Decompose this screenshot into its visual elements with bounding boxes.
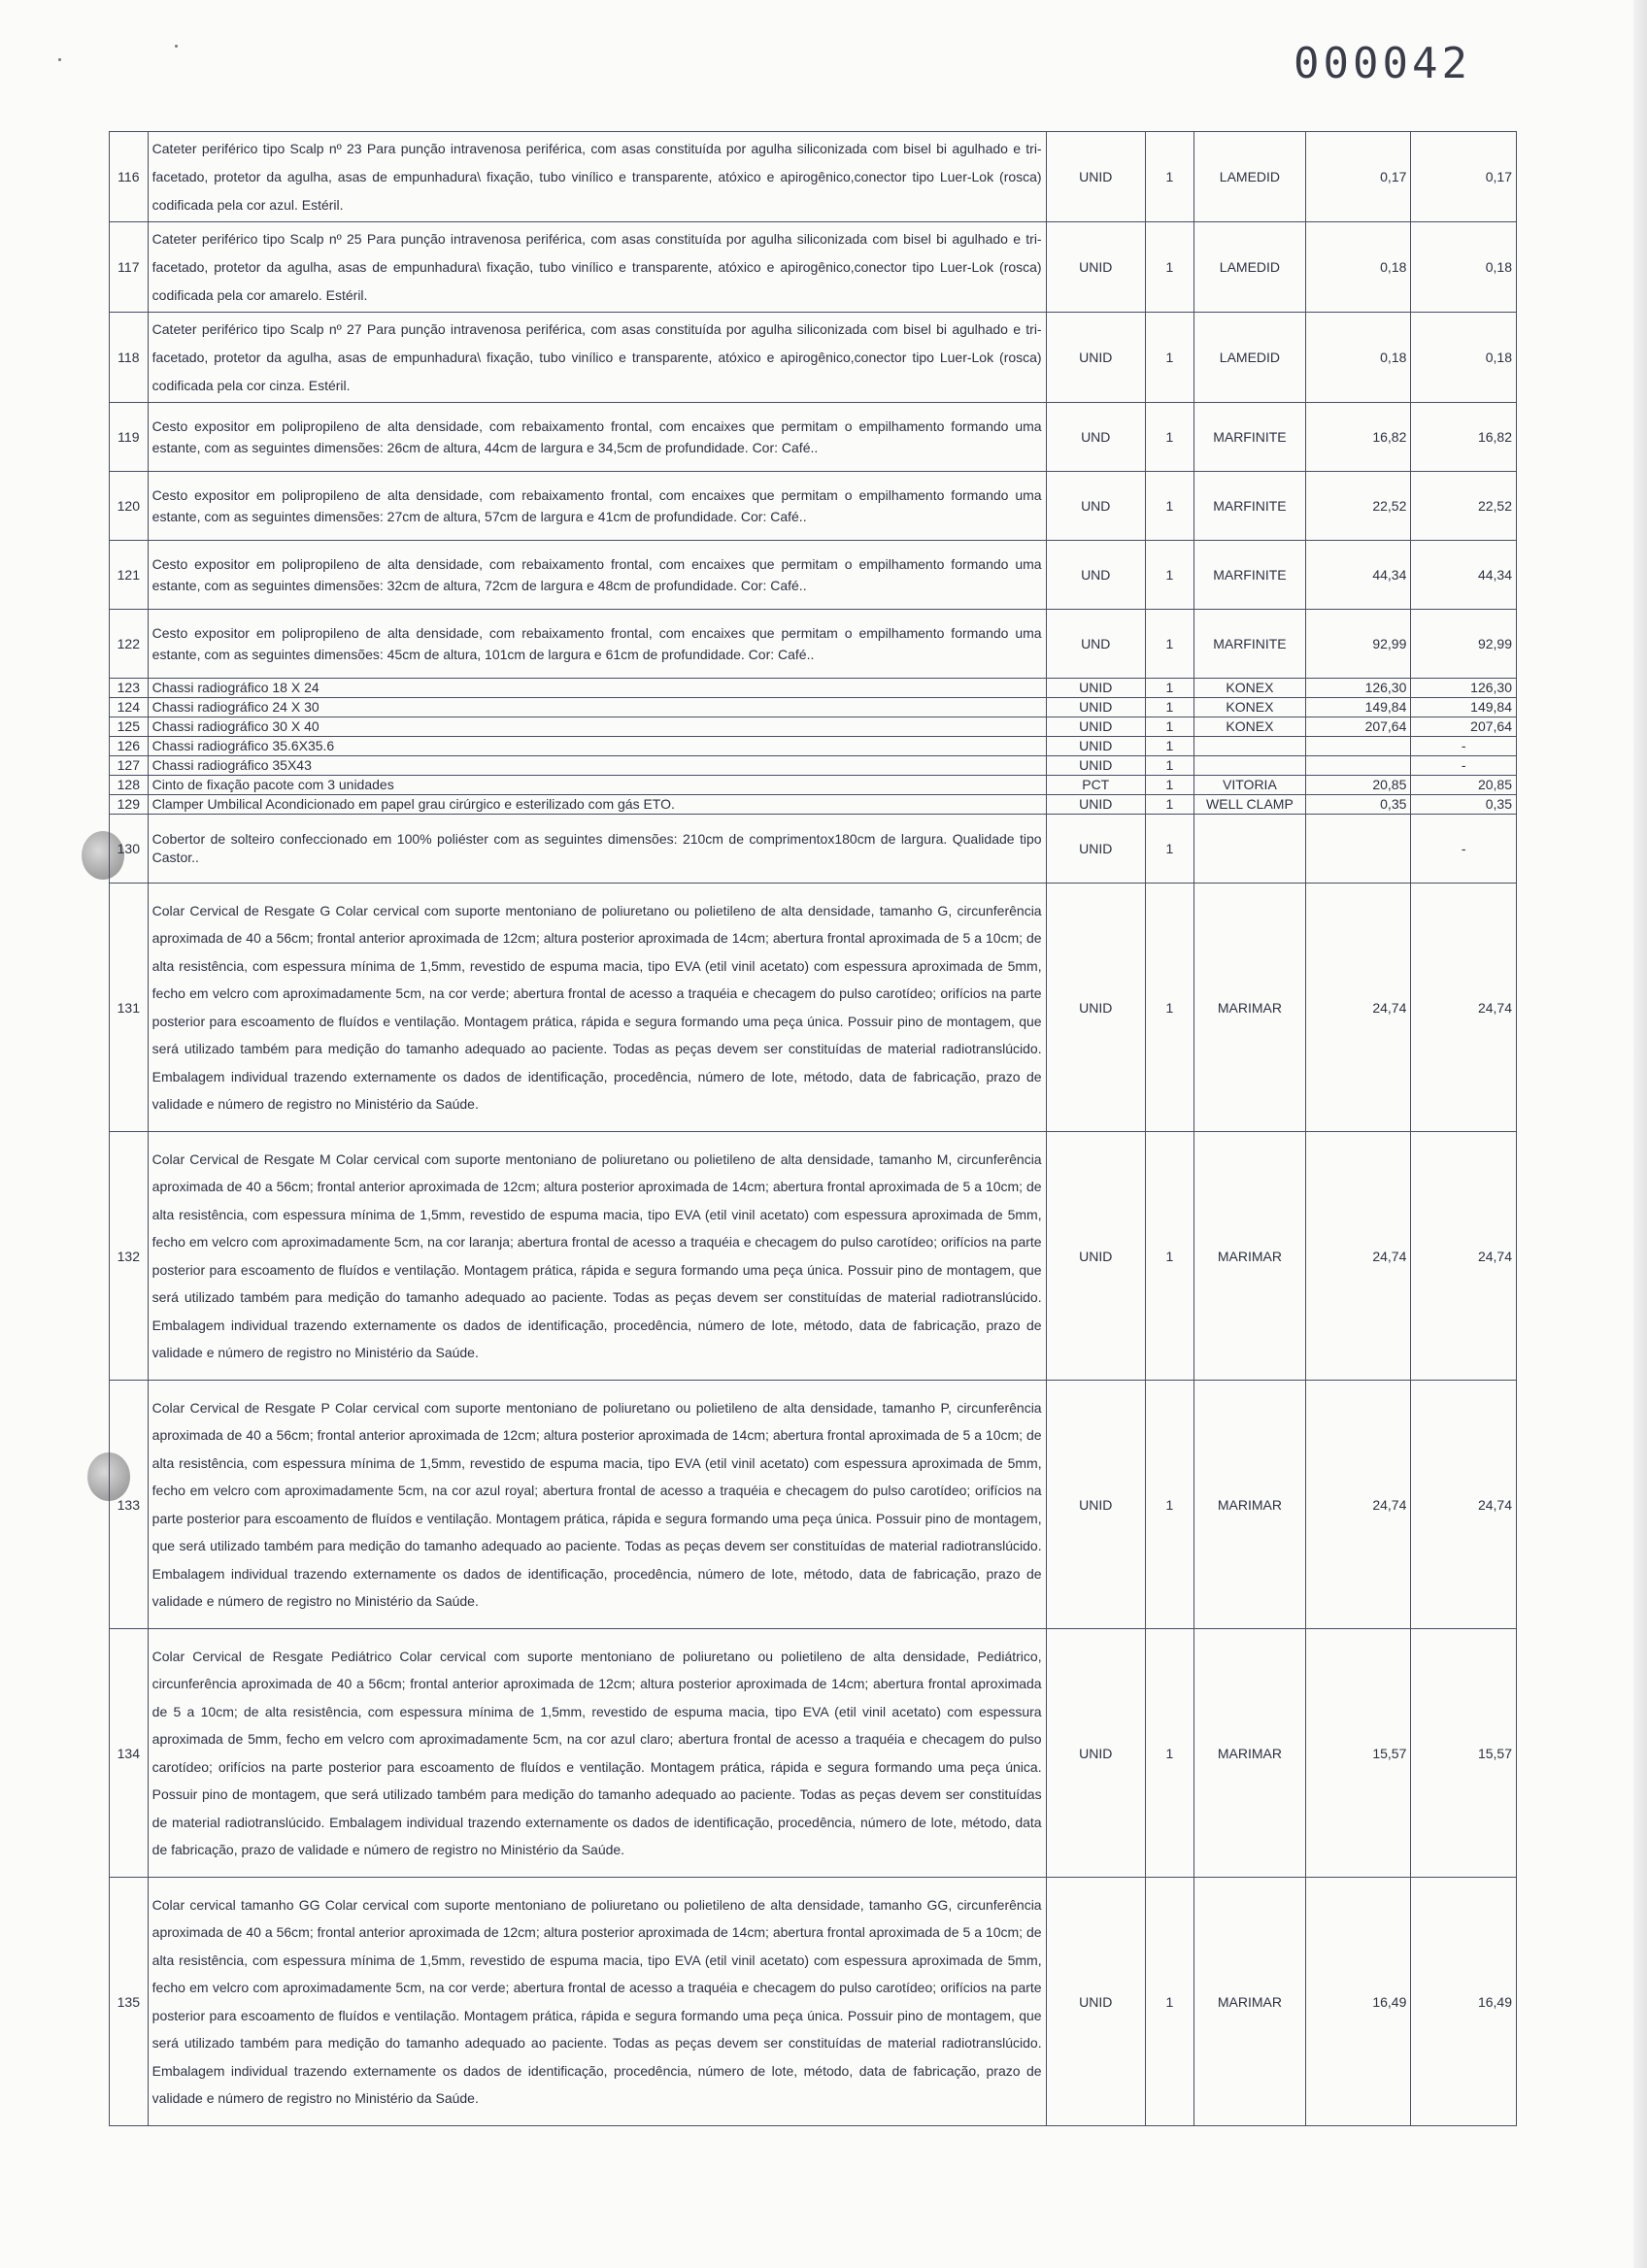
item-unit-price (1305, 756, 1411, 776)
table-row (110, 884, 1517, 1132)
item-total: - (1411, 756, 1517, 776)
item-unit-price: 207,64 (1305, 717, 1411, 737)
item-unit-price: 149,84 (1305, 698, 1411, 717)
item-brand: MARFINITE (1194, 472, 1306, 541)
item-brand: MARFINITE (1194, 610, 1306, 679)
item-quantity: 1 (1145, 795, 1193, 815)
item-quantity: 1 (1145, 403, 1193, 472)
item-quantity: 1 (1145, 313, 1193, 403)
item-description: Cateter periférico tipo Scalp nº 23 Para punção intravenosa periférica, com asas constituída por agulha siliconizada com bisel bi agulhado e tri-facetado, protetor da agulha, asas de empunhadura\ fixação, tubo vinílico e transparente, atóxico e apirogênico,conector tipo Luer-Lok (rosca) codificada pela cor azul. Estéril. (148, 132, 1046, 222)
item-unit-price: 20,85 (1305, 776, 1411, 795)
item-unit: UNID (1046, 698, 1145, 717)
item-number: 130 (110, 815, 149, 884)
item-unit-price: 44,34 (1305, 541, 1411, 610)
item-brand: MARIMAR (1194, 1629, 1306, 1878)
item-quantity: 1 (1145, 222, 1193, 313)
item-description: Chassi radiográfico 30 X 40 (148, 717, 1046, 737)
item-description: Cesto expositor em polipropileno de alta densidade, com rebaixamento frontal, com encaixes que permitam o empilhamento formando uma estante, com as seguintes dimensões: 26cm de altura, 44cm de largura e 34,5cm de profundidade. Cor: Café.. (148, 403, 1046, 472)
item-quantity: 1 (1145, 1132, 1193, 1381)
item-description: Chassi radiográfico 18 X 24 (148, 679, 1046, 698)
item-total: 24,74 (1411, 1381, 1517, 1629)
table-row (110, 776, 1517, 795)
item-unit: UNID (1046, 1629, 1145, 1878)
item-brand: VITORIA (1194, 776, 1306, 795)
item-total: - (1411, 737, 1517, 756)
item-unit-price (1305, 815, 1411, 884)
table-row (110, 679, 1517, 698)
item-quantity: 1 (1145, 776, 1193, 795)
item-unit-price: 0,18 (1305, 313, 1411, 403)
item-total: 22,52 (1411, 472, 1517, 541)
item-total: 24,74 (1411, 1132, 1517, 1381)
items-table (109, 131, 1517, 2126)
item-brand: LAMEDID (1194, 222, 1306, 313)
table-row (110, 795, 1517, 815)
item-description: Cobertor de solteiro confeccionado em 100% poliéster com as seguintes dimensões: 210cm de comprimentox180cm de largura. Qualidade tipo Castor.. (148, 815, 1046, 884)
item-description: Clamper Umbilical Acondicionado em papel grau cirúrgico e esterilizado com gás ETO. (148, 795, 1046, 815)
item-brand: KONEX (1194, 679, 1306, 698)
item-description: Colar cervical tamanho GG Colar cervical com suporte mentoniano de poliuretano ou polietileno de alta densidade, tamanho GG, circunferência aproximada de 40 a 56cm; frontal anterior aproximada de 12cm; altura posterior aproximada de 14cm; abertura frontal aproximada de 5 a 10cm; de alta resistência, com espessura mínima de 1,5mm, revestido de espuma macia, tipo EVA (etil vinil acetato) com espessura aproximada de 5mm, fecho em velcro com aproximadamente 5cm, na cor verde; abertura frontal de acesso a traquéia e checagem do pulso carotídeo; orifícios na parte posterior para escoamento de fluídos e ventilação. Montagem prática, rápida e segura formando uma peça única. Possuir pino de montagem, que será utilizado também para medição do tamanho adequado ao paciente. Todas as peças devem ser constituídas de material radiotranslúcido. Embalagem individual trazendo externamente os dados de identificação, procedência, número de lote, método, data de fabricação, prazo de validade e número de registro no Ministério da Saúde. (148, 1878, 1046, 2126)
item-unit: UNID (1046, 132, 1145, 222)
item-unit: UND (1046, 403, 1145, 472)
item-number: 119 (110, 403, 149, 472)
item-description: Colar Cervical de Resgate P Colar cervical com suporte mentoniano de poliuretano ou polietileno de alta densidade, tamanho P, circunferência aproximada de 40 a 56cm; frontal anterior aproximada de 12cm; altura posterior aproximada de 14cm; abertura frontal aproximada de 5 a 10cm; de alta resistência, com espessura mínima de 1,5mm, revestido de espuma macia, tipo EVA (etil vinil acetato) com espessura aproximada de 5mm, fecho em velcro com aproximadamente 5cm, na cor azul royal; abertura frontal de acesso a traquéia e checagem do pulso carotídeo; orifícios na parte posterior para escoamento de fluídos e ventilação. Montagem prática, rápida e segura formando uma peça única. Possuir pino de montagem, que será utilizado também para medição do tamanho adequado ao paciente. Todas as peças devem ser constituídas de material radiotranslúcido. Embalagem individual trazendo externamente os dados de identificação, procedência, número de lote, método, data de fabricação, prazo de validade e número de registro no Ministério da Saúde. (148, 1381, 1046, 1629)
item-total: 0,35 (1411, 795, 1517, 815)
table-row (110, 610, 1517, 679)
item-number: 134 (110, 1629, 149, 1878)
item-brand: MARIMAR (1194, 884, 1306, 1132)
item-unit-price: 15,57 (1305, 1629, 1411, 1878)
page-number: 000042 (1294, 39, 1471, 88)
item-total: 20,85 (1411, 776, 1517, 795)
item-unit-price: 0,18 (1305, 222, 1411, 313)
item-brand: MARIMAR (1194, 1132, 1306, 1381)
scan-edge (1633, 0, 1647, 2268)
table-row (110, 815, 1517, 884)
item-unit-price: 24,74 (1305, 1381, 1411, 1629)
item-unit: UNID (1046, 1878, 1145, 2126)
item-unit-price: 126,30 (1305, 679, 1411, 698)
table-row (110, 1629, 1517, 1878)
item-unit-price (1305, 737, 1411, 756)
item-total: 126,30 (1411, 679, 1517, 698)
item-unit: UNID (1046, 717, 1145, 737)
item-quantity: 1 (1145, 541, 1193, 610)
item-total: 24,74 (1411, 884, 1517, 1132)
item-number: 122 (110, 610, 149, 679)
item-unit-price: 92,99 (1305, 610, 1411, 679)
item-unit: UNID (1046, 884, 1145, 1132)
item-brand: LAMEDID (1194, 132, 1306, 222)
item-unit: UNID (1046, 1132, 1145, 1381)
item-total: 44,34 (1411, 541, 1517, 610)
item-brand: MARFINITE (1194, 403, 1306, 472)
item-number: 124 (110, 698, 149, 717)
item-description: Cesto expositor em polipropileno de alta densidade, com rebaixamento frontal, com encaixes que permitam o empilhamento formando uma estante, com as seguintes dimensões: 32cm de altura, 72cm de largura e 48cm de profundidade. Cor: Café.. (148, 541, 1046, 610)
item-total: 207,64 (1411, 717, 1517, 737)
item-brand: MARIMAR (1194, 1878, 1306, 2126)
item-total: 92,99 (1411, 610, 1517, 679)
item-unit-price: 24,74 (1305, 1132, 1411, 1381)
item-number: 127 (110, 756, 149, 776)
item-unit-price: 16,49 (1305, 1878, 1411, 2126)
item-unit: UNID (1046, 679, 1145, 698)
item-unit: UNID (1046, 737, 1145, 756)
item-unit-price: 24,74 (1305, 884, 1411, 1132)
item-total: 16,49 (1411, 1878, 1517, 2126)
item-description: Chassi radiográfico 24 X 30 (148, 698, 1046, 717)
item-quantity: 1 (1145, 737, 1193, 756)
item-unit: UND (1046, 541, 1145, 610)
item-brand (1194, 815, 1306, 884)
items-table-body (110, 132, 1517, 2126)
item-quantity: 1 (1145, 884, 1193, 1132)
item-quantity: 1 (1145, 472, 1193, 541)
item-unit: UNID (1046, 815, 1145, 884)
item-description: Colar Cervical de Resgate Pediátrico Colar cervical com suporte mentoniano de poliuretano ou polietileno de alta densidade, Pediátrico, circunferência aproximada de 40 a 56cm; frontal anterior aproximada de 12cm; altura posterior aproximada de 14cm; abertura frontal aproximada de 5 a 10cm; de alta resistência, com espessura mínima de 1,5mm, revestido de espuma macia, tipo EVA (etil vinil acetato) com espessura aproximada de 5mm, fecho em velcro com aproximadamente 5cm, na cor azul claro; abertura frontal de acesso a traquéia e checagem do pulso carotídeo; orifícios na parte posterior para escoamento de fluídos e ventilação. Montagem prática, rápida e segura formando uma peça única. Possuir pino de montagem, que será utilizado também para medição do tamanho adequado ao paciente. Todas as peças devem ser constituídas de material radiotranslúcido. Embalagem individual trazendo externamente os dados de identificação, procedência, número de lote, método, data de fabricação, prazo de validade e número de registro no Ministério da Saúde. (148, 1629, 1046, 1878)
item-brand: WELL CLAMP (1194, 795, 1306, 815)
item-quantity: 1 (1145, 698, 1193, 717)
item-number: 132 (110, 1132, 149, 1381)
table-row (110, 1132, 1517, 1381)
table-row (110, 756, 1517, 776)
item-unit-price: 22,52 (1305, 472, 1411, 541)
item-number: 133 (110, 1381, 149, 1629)
item-total: 16,82 (1411, 403, 1517, 472)
table-row (110, 472, 1517, 541)
item-description: Colar Cervical de Resgate G Colar cervical com suporte mentoniano de poliuretano ou polietileno de alta densidade, tamanho G, circunferência aproximada de 40 a 56cm; frontal anterior aproximada de 12cm; altura posterior aproximada de 14cm; abertura frontal aproximada de 5 a 10cm; de alta resistência, com espessura mínima de 1,5mm, revestido de espuma macia, tipo EVA (etil vinil acetato) com espessura aproximada de 5mm, fecho em velcro com aproximadamente 5cm, na cor verde; abertura frontal de acesso a traquéia e checagem do pulso carotídeo; orifícios na parte posterior para escoamento de fluídos e ventilação. Montagem prática, rápida e segura formando uma peça única. Possuir pino de montagem, que será utilizado também para medição do tamanho adequado ao paciente. Todas as peças devem ser constituídas de material radiotranslúcido. Embalagem individual trazendo externamente os dados de identificação, procedência, número de lote, método, data de fabricação, prazo de validade e número de registro no Ministério da Saúde. (148, 884, 1046, 1132)
item-number: 129 (110, 795, 149, 815)
table-row (110, 313, 1517, 403)
item-brand: KONEX (1194, 698, 1306, 717)
table-row (110, 698, 1517, 717)
item-total: 0,17 (1411, 132, 1517, 222)
item-description: Colar Cervical de Resgate M Colar cervical com suporte mentoniano de poliuretano ou polietileno de alta densidade, tamanho M, circunferência aproximada de 40 a 56cm; frontal anterior aproximada de 12cm; altura posterior aproximada de 14cm; abertura frontal aproximada de 5 a 10cm; de alta resistência, com espessura mínima de 1,5mm, revestido de espuma macia, tipo EVA (etil vinil acetato) com espessura aproximada de 5mm, fecho em velcro com aproximadamente 5cm, na cor laranja; abertura frontal de acesso a traquéia e checagem do pulso carotídeo; orifícios na parte posterior para escoamento de fluídos e ventilação. Montagem prática, rápida e segura formando uma peça única. Possuir pino de montagem, que será utilizado também para medição do tamanho adequado ao paciente. Todas as peças devem ser constituídas de material radiotranslúcido. Embalagem individual trazendo externamente os dados de identificação, procedência, número de lote, método, data de fabricação, prazo de validade e número de registro no Ministério da Saúde. (148, 1132, 1046, 1381)
item-unit: UNID (1046, 222, 1145, 313)
item-unit-price: 0,35 (1305, 795, 1411, 815)
table-row (110, 403, 1517, 472)
scan-speck (58, 58, 61, 61)
item-brand (1194, 756, 1306, 776)
item-brand: KONEX (1194, 717, 1306, 737)
item-unit-price: 16,82 (1305, 403, 1411, 472)
item-number: 131 (110, 884, 149, 1132)
table-row (110, 541, 1517, 610)
item-number: 121 (110, 541, 149, 610)
table-row (110, 1878, 1517, 2126)
item-number: 116 (110, 132, 149, 222)
item-number: 126 (110, 737, 149, 756)
item-quantity: 1 (1145, 756, 1193, 776)
item-description: Chassi radiográfico 35X43 (148, 756, 1046, 776)
item-unit: UND (1046, 610, 1145, 679)
item-quantity: 1 (1145, 679, 1193, 698)
item-unit: UNID (1046, 313, 1145, 403)
item-description: Cesto expositor em polipropileno de alta densidade, com rebaixamento frontal, com encaixes que permitam o empilhamento formando uma estante, com as seguintes dimensões: 27cm de altura, 57cm de largura e 41cm de profundidade. Cor: Café.. (148, 472, 1046, 541)
item-quantity: 1 (1145, 610, 1193, 679)
item-number: 135 (110, 1878, 149, 2126)
table-row (110, 132, 1517, 222)
item-quantity: 1 (1145, 1629, 1193, 1878)
table-row (110, 717, 1517, 737)
item-unit: PCT (1046, 776, 1145, 795)
scan-speck (175, 45, 178, 48)
item-total: 0,18 (1411, 313, 1517, 403)
item-total: 149,84 (1411, 698, 1517, 717)
item-number: 128 (110, 776, 149, 795)
item-number: 123 (110, 679, 149, 698)
item-number: 120 (110, 472, 149, 541)
item-brand: MARFINITE (1194, 541, 1306, 610)
item-unit: UNID (1046, 1381, 1145, 1629)
item-brand: LAMEDID (1194, 313, 1306, 403)
item-quantity: 1 (1145, 1878, 1193, 2126)
item-description: Chassi radiográfico 35.6X35.6 (148, 737, 1046, 756)
table-row (110, 222, 1517, 313)
item-quantity: 1 (1145, 717, 1193, 737)
item-number: 117 (110, 222, 149, 313)
item-unit-price: 0,17 (1305, 132, 1411, 222)
item-description: Cateter periférico tipo Scalp nº 27 Para punção intravenosa periférica, com asas constituída por agulha siliconizada com bisel bi agulhado e tri-facetado, protetor da agulha, asas de empunhadura\ fixação, tubo vinílico e transparente, atóxico e apirogênico,conector tipo Luer-Lok (rosca) codificada pela cor cinza. Estéril. (148, 313, 1046, 403)
item-brand (1194, 737, 1306, 756)
item-description: Cinto de fixação pacote com 3 unidades (148, 776, 1046, 795)
item-unit: UNID (1046, 756, 1145, 776)
table-row (110, 737, 1517, 756)
item-quantity: 1 (1145, 815, 1193, 884)
item-unit: UNID (1046, 795, 1145, 815)
item-total: 15,57 (1411, 1629, 1517, 1878)
table-row (110, 1381, 1517, 1629)
item-description: Cesto expositor em polipropileno de alta densidade, com rebaixamento frontal, com encaixes que permitam o empilhamento formando uma estante, com as seguintes dimensões: 45cm de altura, 101cm de largura e 61cm de profundidade. Cor: Café.. (148, 610, 1046, 679)
item-total: - (1411, 815, 1517, 884)
item-brand: MARIMAR (1194, 1381, 1306, 1629)
item-unit: UND (1046, 472, 1145, 541)
item-number: 118 (110, 313, 149, 403)
item-quantity: 1 (1145, 1381, 1193, 1629)
item-total: 0,18 (1411, 222, 1517, 313)
item-description: Cateter periférico tipo Scalp nº 25 Para punção intravenosa periférica, com asas constituída por agulha siliconizada com bisel bi agulhado e tri-facetado, protetor da agulha, asas de empunhadura\ fixação, tubo vinílico e transparente, atóxico e apirogênico,conector tipo Luer-Lok (rosca) codificada pela cor amarelo. Estéril. (148, 222, 1046, 313)
item-quantity: 1 (1145, 132, 1193, 222)
item-number: 125 (110, 717, 149, 737)
